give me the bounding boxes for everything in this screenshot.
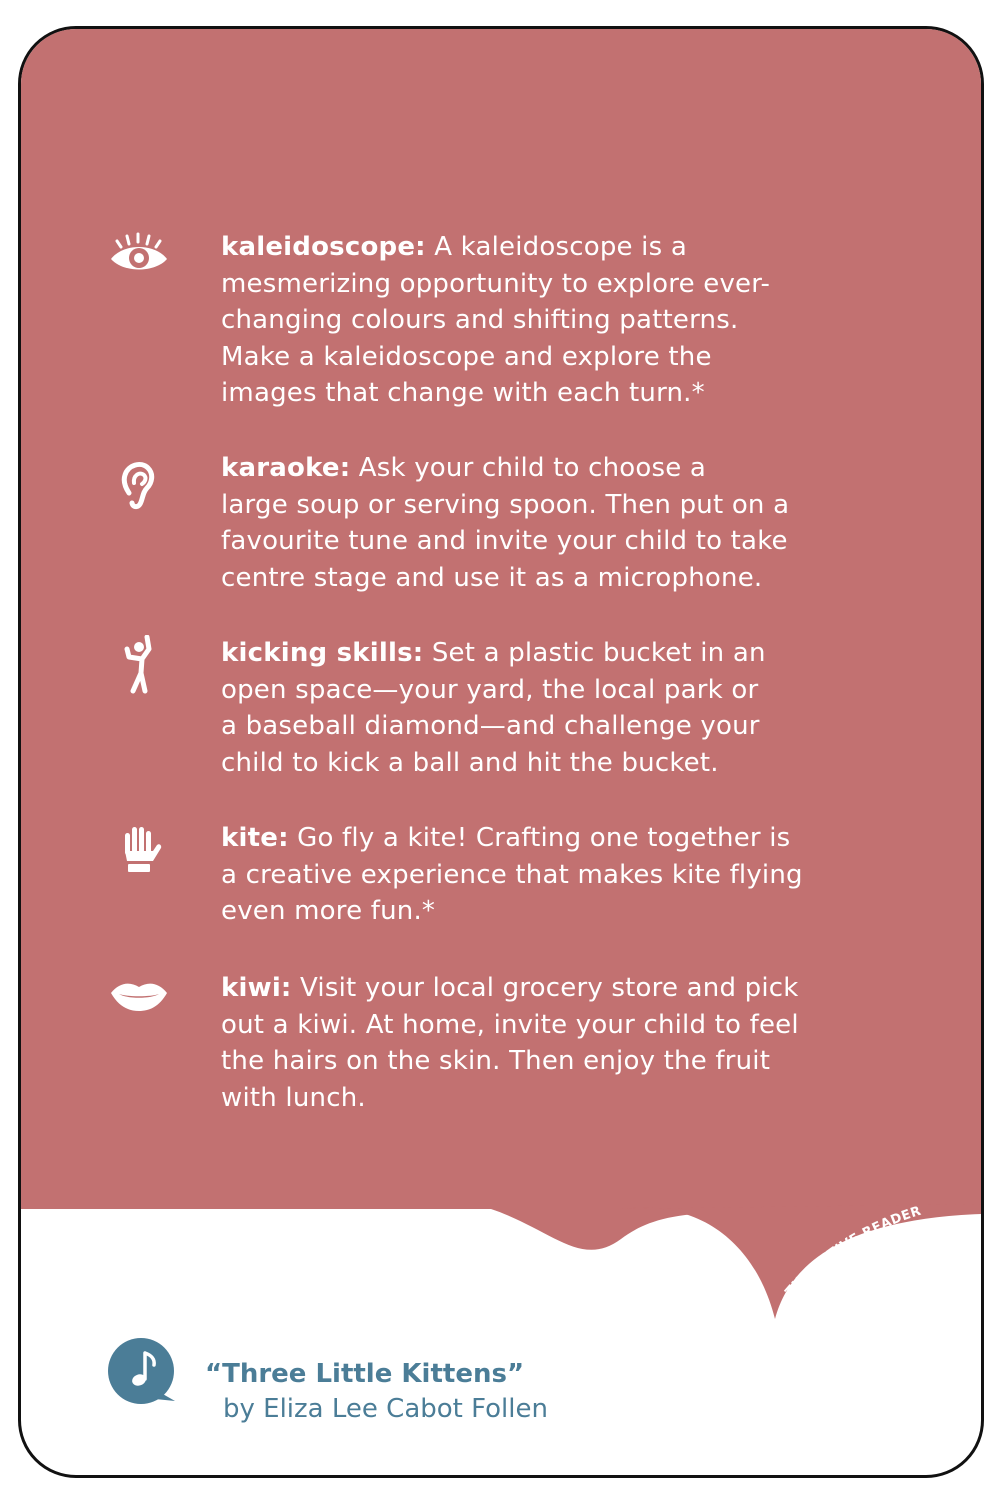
entry-line: Visit your local grocery store and pick xyxy=(300,973,799,1003)
entry-line: centre stage and use it as a microphone. xyxy=(221,562,763,593)
entry-term: kicking skills: xyxy=(221,638,424,668)
entry-line: changing colours and shifting patterns. xyxy=(221,305,739,335)
entry-line: Ask your child to choose a xyxy=(358,453,707,483)
entry-kite xyxy=(221,820,921,930)
entry-line: even more fun.* xyxy=(221,896,436,926)
entry-line: a creative experience that makes kite flying xyxy=(221,859,803,890)
tagline-curve xyxy=(771,1189,971,1309)
entry-kaleidoscope xyxy=(221,229,921,412)
entry-line: A kaleidoscope is a xyxy=(434,232,687,262)
tagline-text xyxy=(783,1204,924,1300)
entry-term: kaleidoscope: xyxy=(221,232,426,262)
entry-karaoke xyxy=(221,450,921,596)
eye-icon xyxy=(107,227,171,291)
tagline-label: THE ACTIVE READER xyxy=(782,1203,924,1300)
entry-line: images that change with each turn.* xyxy=(221,378,705,408)
song-author: by Eliza Lee Cabot Follen xyxy=(223,1394,548,1424)
lips-icon xyxy=(107,963,171,1027)
song-title: “Three Little Kittens” xyxy=(205,1359,525,1389)
hand-icon xyxy=(107,821,171,885)
entry-term: karaoke: xyxy=(221,453,351,483)
entry-line: Set a plastic bucket in an xyxy=(431,638,766,668)
entry-line: large soup or serving spoon. Then put on a xyxy=(221,489,790,520)
entry-line: the hairs on the skin. Then enjoy the fruit xyxy=(221,1046,771,1076)
entry-line: a baseball diamond—and challenge your xyxy=(221,711,760,741)
entry-term: kiwi: xyxy=(221,973,292,1003)
entry-line: Go fly a kite! Crafting one together is xyxy=(297,823,791,853)
entry-line: child to kick a ball and hit the bucket. xyxy=(221,747,719,778)
ear-icon xyxy=(107,453,171,517)
entry-line: open space—your yard, the local park or xyxy=(221,674,759,705)
person-moving-icon xyxy=(107,635,171,699)
entry-line: favourite tune and invite your child to take xyxy=(221,526,788,556)
music-note-icon xyxy=(105,1335,181,1411)
entry-line: Make a kaleidoscope and explore the xyxy=(221,341,712,372)
entry-line: out a kiwi. At home, invite your child to feel xyxy=(221,1009,799,1040)
entry-kiwi xyxy=(221,970,921,1116)
activity-card xyxy=(18,26,984,1478)
entry-line: with lunch. xyxy=(221,1082,366,1113)
entry-term: kite: xyxy=(221,823,289,853)
entry-kicking-skills xyxy=(221,635,921,781)
entry-line: mesmerizing opportunity to explore ever- xyxy=(221,268,771,299)
